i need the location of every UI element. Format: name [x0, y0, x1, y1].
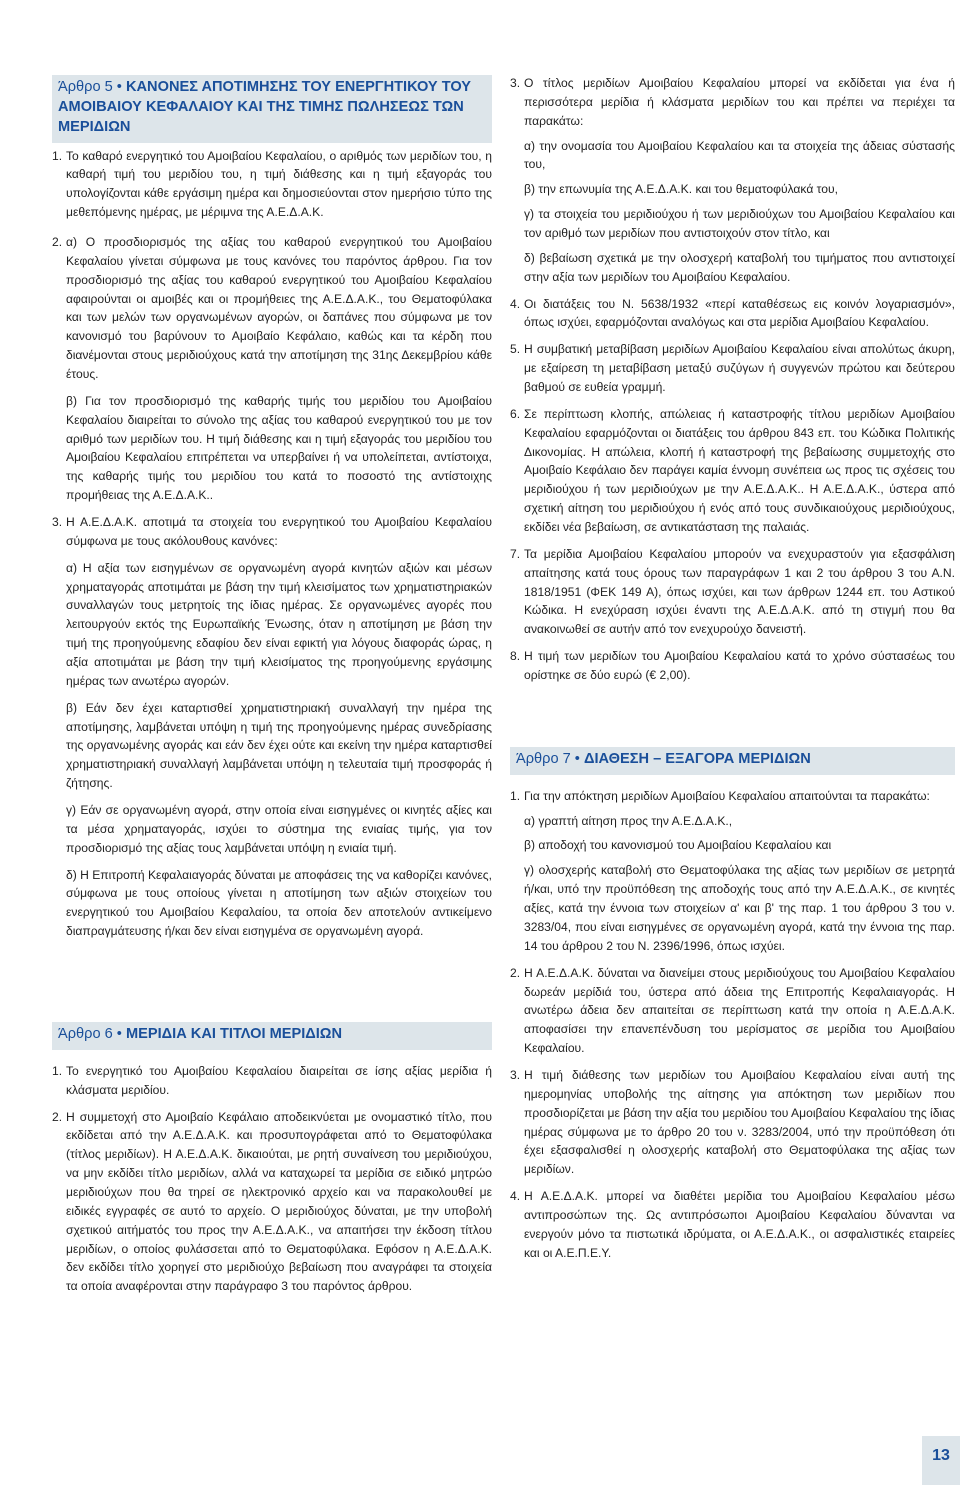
article-7-title: ΔΙΑΘΕΣΗ – ΕΞΑΓΟΡΑ ΜΕΡΙΔΙΩΝ	[583, 750, 811, 767]
article-5-paragraph-2b: β) Για τον προσδιορισμό της καθαρής τιμής του μεριδίου του Αμοιβαίου Κεφαλαίου διαιρείται το σύνολο της αξίας του καθαρού ενεργητικού του με τον αριθμό των μεριδίων του. Η τιμή διάθεσης και η τιμή εξαγοράς του μεριδίου του Αμοιβαίου Κεφαλαίου επιτρέπεται να υπερβαίνει ή να υπολείπεται, αντίστοιχα, της καθαρής τιμής του μεριδίου του κατά το ποσοστό της αντίστοιχης προμήθειας της Α.Ε.Δ.Α.Κ..	[66, 393, 492, 503]
page-number: 13	[922, 1436, 960, 1485]
article-5-heading	[52, 75, 492, 143]
article-6-paragraph-3d: δ) βεβαίωση σχετικά με την ολοσχερή καταβολή του τιμήματος που αντιστοιχεί στην αξία των μεριδίων του Αμοιβαίου Κεφαλαίου.	[524, 250, 955, 284]
right-column	[510, 0, 955, 1263]
article-7-paragraph-1	[510, 787, 955, 806]
article-7-paragraph-1a: α) γραπτή αίτηση προς την Α.Ε.Δ.Α.Κ.,	[524, 813, 733, 828]
article-6-paragraph-8	[510, 647, 955, 685]
paragraph-text: Η Α.Ε.Δ.Α.Κ. μπορεί να διαθέτει μερίδια του Αμοιβαίου Κεφαλαίου μέσω αντιπροσώπων της. Ως αντιπρόσωποι Αμοιβαίου Κεφαλαίου δύνανται να ενεργούν μόνο τα πιστωτικά ιδρύματα, οι Α.Ε.Δ.Α.Κ., οι ασφαλιστικές εταιρείες και οι Α.Ε.Π.Ε.Υ.	[524, 1189, 955, 1260]
article-6-paragraph-5	[510, 340, 955, 397]
article-5-paragraph-3b: β) Εάν δεν έχει καταρτισθεί χρηματιστηριακή συναλλαγή την ημέρα της αποτίμησης, λαμβάνεται υπόψη η τιμή της προηγούμενης ημέρας συνεδρίασης της οργανωμένης αγοράς και εάν δεν έχει ούτε και εκείνη την ημέρα καταρτισθεί χρηματιστηριακή συναλλαγή λαμβάνεται υπόψη η τελευταία τιμή προσφοράς ή ζήτησης.	[66, 700, 492, 791]
article-6-paragraph-3c: γ) τα στοιχεία του μεριδιούχου ή των μεριδιούχων του Αμοιβαίου Κεφαλαίου και τον αριθμό των μεριδίων που αντιστοιχούν στον τίτλο, και	[524, 207, 955, 241]
paragraph-text: Ο τίτλος μεριδίων Αμοιβαίου Κεφαλαίου μπορεί να εκδίδεται για ένα ή περισσότερα μερίδια ή κλάσματα μεριδίων του και πρέπει να περιέχει τα παρακάτω:	[524, 76, 955, 128]
article-6-paragraph-4	[510, 295, 955, 333]
paragraph-text: Τα μερίδια Αμοιβαίου Κεφαλαίου μπορούν να ενεχυραστούν για εξασφάλιση απαίτησης κατά τους όρους των παραγράφων 1 και 2 του άρθρου 3 του Α.Ν. 1818/1951 (ΦΕΚ 149 Α), όπως ισχύει, και των άρθρων 1244 επ. του Αστικού Κώδικα. Η ενεχύραση ισχύει έναντι της Α.Ε.Δ.Α.Κ. από τη στιγμή που θα ανακοινωθεί σε αυτήν από τον ενεχυρούχο δανειστή.	[524, 546, 955, 637]
article-5-paragraph-1	[52, 147, 492, 222]
item-number: 1.	[510, 788, 521, 803]
item-number: 3.	[52, 515, 63, 529]
item-number: 1.	[52, 148, 63, 163]
paragraph-text: Το καθαρό ενεργητικό του Αμοιβαίου Κεφαλαίου, ο αριθμός των μεριδίων του, η καθαρή τιμή του μεριδίου του, η τιμή διάθεσης και η τιμή εξαγοράς του υπολογίζονται κάθε εργάσιμη ημέρα και δημοσιεύονται στον ημερήσιο τύπο της μεθεπόμενης ημέρας, με μέριμνα της Α.Ε.Δ.Α.Κ.	[66, 148, 492, 220]
article-5-paragraph-3c: γ) Εάν σε οργανωμένη αγορά, στην οποία είναι εισηγμένες οι κινητές αξίες και τα μέσα χρηματαγοράς, ισχύει το σύστημα της ενιαίας τιμής, για τον προσδιορισμό της αξίας τους λαμβάνεται υπόψη η ενιαία τιμή.	[66, 803, 492, 855]
paragraph-text: α) Ο προσδιορισμός της αξίας του καθαρού ενεργητικού του Αμοιβαίου Κεφαλαίου γίνεται σύμφωνα με τους κανόνες του παρόντος άρθρου. Για τον προσδιορισμό της αξίας του καθαρού ενεργητικού του Αμοιβαίου Κεφαλαίου αφαιρούνται οι αμοιβές και οι προμήθειες της Α.Ε.Δ.Α.Κ., του Θεματοφύλακα και των μελών των οργανωμένων αγορών, οι δαπάνες που σύμφωνα με τον κανονισμό του βαρύνουν το Αμοιβαίο Κεφάλαιο, καθώς και τα κέρδη που διανέμονται στους μεριδιούχους κατά την αποτίμηση της 31ης Δεκεμβρίου κάθε έτους.	[66, 234, 492, 381]
article-7-prefix: Άρθρο 7 •	[516, 750, 584, 767]
article-6-paragraph-6	[510, 405, 955, 537]
article-7-paragraph-2	[510, 964, 955, 1058]
article-5-paragraph-3	[52, 513, 492, 551]
left-column	[52, 0, 492, 1296]
paragraph-text: Σε περίπτωση κλοπής, απώλειας ή καταστροφής τίτλου μεριδίων Αμοιβαίου Κεφαλαίου εφαρμόζονται οι διατάξεις του άρθρου 843 επ. του Κώδικα Πολιτικής Δικονομίας. Η απώλεια, κλοπή ή καταστροφή της βεβαίωσης συμμετοχής στο Αμοιβαίο Κεφάλαιο δεν παράγει καμία έννομη συνέπεια ως προς τις σχέσεις του μεριδιούχου ή των μεριδιούχων με την Α.Ε.Δ.Α.Κ.. Η Α.Ε.Δ.Α.Κ., ύστερα από σχετική αίτηση του μεριδιούχου ή ενός από τους συνδικαιούχους μεριδιούχους, εκδίδει νέα βεβαίωση, σε αντικατάσταση της παλαιάς.	[524, 406, 955, 535]
paragraph-text: Η τιμή των μεριδίων του Αμοιβαίου Κεφαλαίου κατά το χρόνο σύστασέως του ορίστηκε σε δύο ευρώ (€ 2,00).	[524, 649, 955, 683]
paragraph-text: Για την απόκτηση μεριδίων Αμοιβαίου Κεφαλαίου απαιτούνται τα παρακάτω:	[524, 788, 930, 803]
article-6-paragraph-7	[510, 545, 955, 639]
article-5-prefix: Άρθρο 5 •	[58, 79, 126, 95]
article-7-paragraph-1c: γ) ολοσχερής καταβολή στο Θεματοφύλακα της αξίας των μεριδίων σε μετρητά ή/και, υπό την προϋπόθεση της αποδοχής τους από την Α.Ε.Δ.Α.Κ., σε κινητές αξίες, κατά την έννοια των στοιχείων α' και β' της παρ. 1 του άρθρου 3 του ν. 3283/04, που είναι εισηγμένες σε οργανωμένη αγορά, κατά την έννοια της παρ. 14 του άρθρου 2 του Ν. 2396/1996, όπως ισχύει.	[524, 863, 955, 953]
article-6-paragraph-1	[52, 1062, 492, 1100]
item-number: 2.	[510, 965, 521, 980]
item-number: 2.	[52, 234, 63, 249]
article-6-prefix: Άρθρο 6 •	[58, 1026, 126, 1043]
article-6-title: ΜΕΡΙΔΙΑ ΚΑΙ ΤΙΤΛΟΙ ΜΕΡΙΔΙΩΝ	[125, 1026, 343, 1043]
paragraph-text: Η Α.Ε.Δ.Α.Κ. αποτιμά τα στοιχεία του ενεργητικού του Αμοιβαίου Κεφαλαίου σύμφωνα με τους ακόλουθους κανόνες:	[66, 515, 492, 548]
article-7-heading	[510, 747, 955, 775]
paragraph-text: Η τιμή διάθεσης των μεριδίων του Αμοιβαίου Κεφαλαίου είναι αυτή της ημερομηνίας υποβολής της αίτησης για απόκτηση των μεριδίων που προσδιορίζεται με βάση την αξία του μεριδίου του Αμοιβαίου Κεφαλαίου της ίδιας ημέρας σύμφωνα με το άρθρο 20 του ν. 3283/2004, υπό την προϋπόθεση ότι έχει εξασφαλισθεί η ολοσχερής καταβολή στο Θεματοφύλακα της αξίας των μεριδίων.	[524, 1067, 955, 1177]
article-6-paragraph-3a: α) την ονομασία του Αμοιβαίου Κεφαλαίου και τα στοιχεία της άδειας σύστασής του,	[524, 138, 955, 172]
paragraph-text: Η συμμετοχή στο Αμοιβαίο Κεφάλαιο αποδεικνύεται με ονομαστικό τίτλο, που εκδίδεται από την Α.Ε.Δ.Α.Κ. και προσυπογράφεται από το Θεματοφύλακα (τίτλος μεριδίων). Η Α.Ε.Δ.Α.Κ. δικαιούται, με ρητή συναίνεση του μεριδιούχου, να μην εκδίδει τίτλο μεριδίων, αλλά να καταχωρεί τα μερίδια σε ειδικό μητρώο μεριδιούχων που θα τηρεί σε ηλεκτρονικό αρχείο και να παρακολουθεί με ειδικές εγγραφές σε αυτό το αρχείο. Ο μεριδιούχος δύναται, με την υποβολή σχετικού αιτήματός του προς την Α.Ε.Δ.Α.Κ., να απαιτήσει την έκδοση τίτλου μεριδίων, ο οποίος φυλάσσεται από το Θεματοφύλακα. Εφόσον η Α.Ε.Δ.Α.Κ. δεν εκδίδει τίτλο χορηγεί στο μεριδιούχο βεβαίωση που αναγράφει τα στοιχεία τα οποία αναφέρονται στην παράγραφο 3 του παρόντος άρθρου.	[66, 1109, 492, 1294]
item-number: 5.	[510, 342, 521, 357]
paragraph-text: Το ενεργητικό του Αμοιβαίου Κεφαλαίου διαιρείται σε ίσης αξίας μερίδια ή κλάσματα μεριδίου.	[66, 1063, 492, 1097]
article-6-heading	[52, 1022, 492, 1050]
article-5-paragraph-2a	[52, 233, 492, 384]
item-number: 4.	[510, 1189, 521, 1204]
article-6-paragraph-2	[52, 1108, 492, 1297]
paragraph-text: Η συμβατική μεταβίβαση μεριδίων Αμοιβαίου Κεφαλαίου είναι απολύτως άκυρη, με εξαίρεση τη μεταβίβαση μεταξύ συζύγων ή συγγενών πρώτου και δεύτερου βαθμού σε ευθεία γραμμή.	[524, 342, 955, 395]
article-5-paragraph-3d: δ) Η Επιτροπή Κεφαλαιαγοράς δύναται με αποφάσεις της να καθορίζει κανόνες, σύμφωνα με τους οποίους γίνεται η αποτίμηση των αξιών στοιχείων του ενεργητικού του Αμοιβαίου Κεφαλαίου, τα οποία δεν αποτελούν αντικείμενο διαπραγμάτευσης ή/και δεν είναι εισηγμένα σε οργανωμένη αγορά.	[66, 867, 492, 939]
item-number: 6.	[510, 406, 521, 421]
item-number: 3.	[510, 1067, 521, 1082]
paragraph-text: Η Α.Ε.Δ.Α.Κ. δύναται να διανείμει στους μεριδιούχους του Αμοιβαίου Κεφαλαίου δωρεάν μερίδιά του, ύστερα από άδεια της Επιτροπής Κεφαλαιαγοράς. Η ανωτέρω άδεια δεν απαιτείται σε περίπτωση κατά την οποία η Α.Ε.Δ.Α.Κ. αποφασίσει την επανεπένδυση του μερίσματος σε μερίδια του Αμοιβαίου Κεφαλαίου.	[524, 965, 955, 1056]
item-number: 2.	[52, 1109, 63, 1124]
article-5-paragraph-3a: α) Η αξία των εισηγμένων σε οργανωμένη αγορά κινητών αξιών και μέσων χρηματαγοράς αποτιμάται με βάση την τιμή κλεισίματος των χρηματιστηριακών συναλλαγών τους μετρητοίς της ίδιας ημέρας. Σε οργανωμένες αγορές που λειτουργούν εκτός της Ευρωπαϊκής Ένωσης, όταν η αποτίμηση με βάση την τιμή της προηγούμενης εδαφίου δεν είναι εφικτή για λόγους διαφοράς ώρας, η αξία αποτιμάται με βάση την τιμή κλεισίματος της προηγούμενης εργάσιμης ημέρας των ανωτέρω αγορών.	[66, 560, 492, 688]
article-5-title: ΚΑΝΟΝΕΣ ΑΠΟΤΙΜΗΣΗΣ ΤΟΥ ΕΝΕΡΓΗΤΙΚΟΥ ΤΟΥ ΑΜΟΙΒΑΙΟΥ ΚΕΦΑΛΑΙΟΥ ΚΑΙ ΤΗΣ ΤΙΜΗΣ ΠΩΛΗΣΕΩΣ ΤΩΝ ΜΕΡΙΔΙΩΝ	[58, 79, 472, 135]
item-number: 8.	[510, 649, 521, 664]
article-6-paragraph-3b: β) την επωνυμία της Α.Ε.Δ.Α.Κ. και του θεματοφύλακά του,	[524, 182, 838, 197]
paragraph-text: Οι διατάξεις του Ν. 5638/1932 «περί καταθέσεως εις κοινόν λογαριασμόν», όπως ισχύει, εφαρμόζονται αναλόγως και στα μερίδια Αμοιβαίου Κεφαλαίου.	[524, 296, 955, 330]
item-number: 4.	[510, 296, 521, 311]
article-7-paragraph-4	[510, 1187, 955, 1262]
item-number: 3.	[510, 76, 521, 90]
article-7-paragraph-3	[510, 1066, 955, 1179]
item-number: 1.	[52, 1063, 63, 1078]
article-7-paragraph-1b: β) αποδοχή του κανονισμού του Αμοιβαίου Κεφαλαίου και	[524, 838, 832, 853]
item-number: 7.	[510, 546, 521, 561]
article-6-paragraph-3	[510, 74, 955, 131]
